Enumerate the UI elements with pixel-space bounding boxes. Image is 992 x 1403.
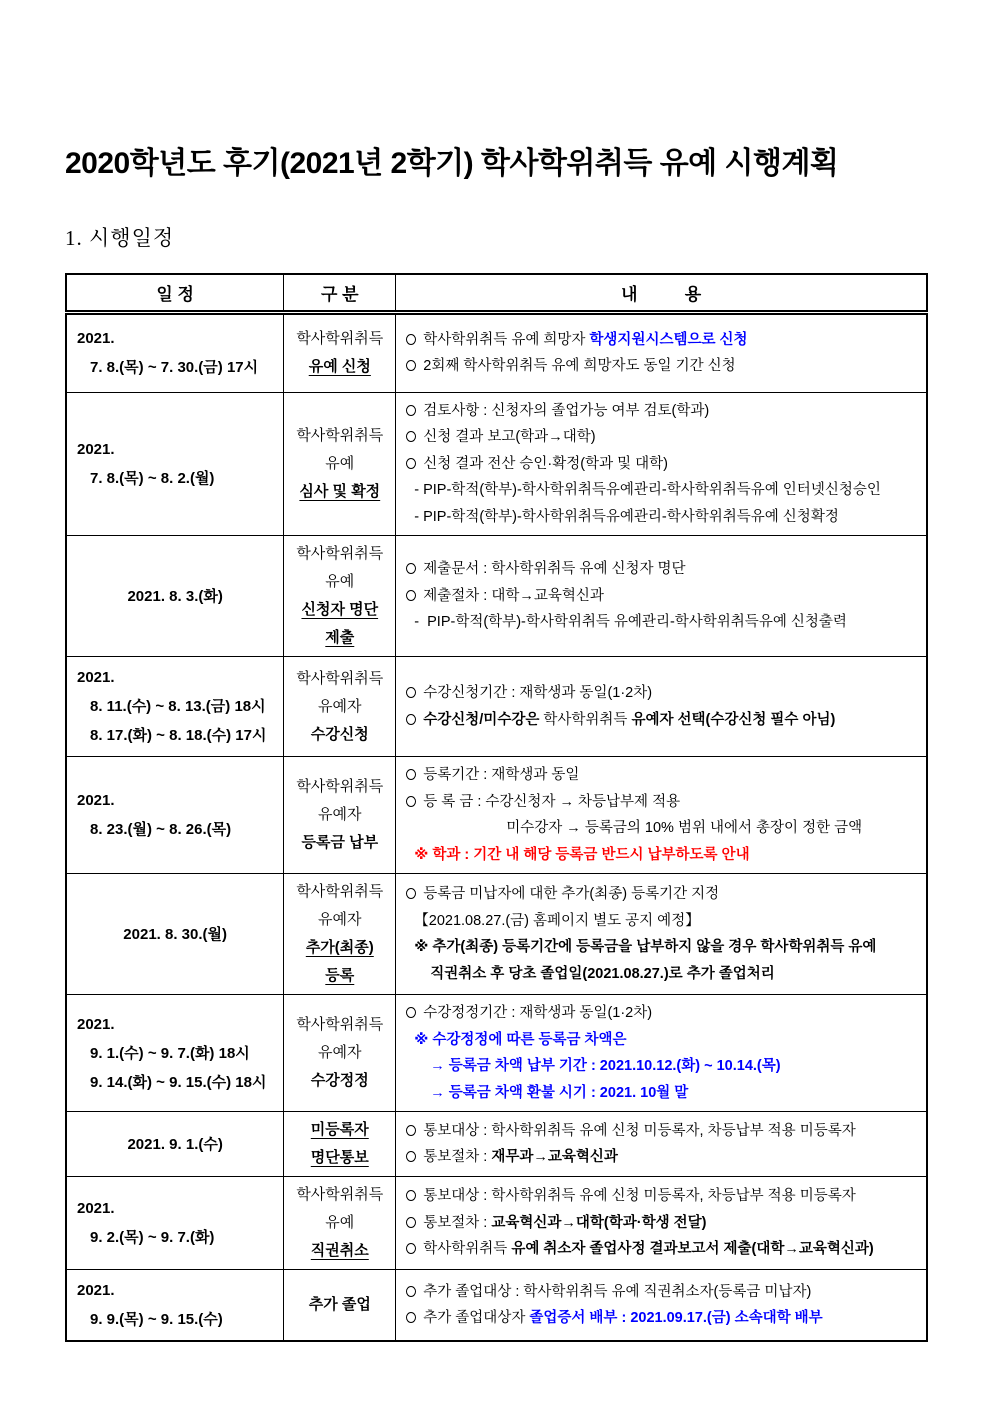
category-line: 유예자 xyxy=(318,697,362,715)
content-cell xyxy=(396,1177,927,1270)
table-row xyxy=(66,1177,927,1270)
text-segment: 【2021.08.27.(금) 홈페이지 별도 공지 예정】 xyxy=(414,912,700,929)
content-line xyxy=(406,1000,920,1027)
content-line xyxy=(406,398,920,425)
content-line xyxy=(406,789,920,816)
text-segment: 등록금 미납자에 대한 추가(최종) 등록기간 지정 xyxy=(423,886,720,902)
category-line: 추가(최종) xyxy=(305,939,374,956)
circle-bullet-icon xyxy=(406,714,416,725)
category-cell xyxy=(284,1270,396,1342)
text-segment: 재무과→교육혁신과 xyxy=(491,1149,618,1165)
text-segment: 추가 졸업대상 : 학사학위취득 유예 직권취소자(등록금 미납자) xyxy=(423,1283,812,1300)
document-title: 2020학년도 후기(2021년 2학기) 학사학위취득 유예 시행계획 xyxy=(65,147,839,180)
schedule-line: 2021. xyxy=(77,669,115,686)
text-segment: 통보대상 : 학사학위취득 유예 신청 미등록자, 차등납부 적용 미등록자 xyxy=(423,1188,856,1205)
circle-bullet-icon xyxy=(406,888,416,899)
text-segment: 등록기간 : 재학생과 동일 xyxy=(423,767,580,783)
text-segment: 학사학위취득 유예 희망자 xyxy=(423,331,590,348)
content-cell xyxy=(396,995,927,1112)
col-header-schedule-label: 일 정 xyxy=(156,284,194,304)
category-line: 등록금 납부 xyxy=(301,834,379,851)
text-segment: 유예자 선택(수강신청 필수 아님) xyxy=(631,711,836,728)
circle-bullet-icon xyxy=(406,1125,416,1136)
category-line: 수강정정 xyxy=(310,1072,369,1089)
category-line: 유예 xyxy=(325,454,355,472)
table-row xyxy=(66,1270,927,1342)
content-line xyxy=(406,1080,920,1107)
circle-bullet-icon xyxy=(406,360,416,371)
text-segment: 학사학위취득 xyxy=(423,1241,512,1258)
category-cell xyxy=(284,757,396,874)
text-segment: 미수강자 → 등록금의 10% 범위 내에서 총장이 정한 금액 xyxy=(506,820,863,836)
content-cell xyxy=(396,392,927,536)
schedule-line: 2021. 9. 1.(수) xyxy=(127,1135,223,1153)
text-segment: 제출문서 : 학사학위취득 유예 신청자 명단 xyxy=(423,561,686,578)
table-row xyxy=(66,1112,927,1177)
schedule-line: 2021. 8. 3.(화) xyxy=(127,587,223,605)
category-line: 유예자 xyxy=(318,806,362,823)
content-cell xyxy=(396,874,927,995)
category-cell xyxy=(284,392,396,536)
schedule-line: 2021. xyxy=(77,792,115,809)
schedule-line: 9. 14.(화) ~ 9. 15.(수) 18시 xyxy=(90,1073,267,1091)
circle-bullet-icon xyxy=(406,796,416,807)
text-segment: 신청 결과 보고(학과→대학) xyxy=(423,429,596,445)
category-cell xyxy=(284,312,396,392)
category-line: 학사학위취득 xyxy=(296,330,384,347)
col-header-content-label: 내 용 xyxy=(621,284,702,304)
content-line xyxy=(406,842,920,869)
text-segment: - PIP-학적(학부)-학사학위취득유예관리-학사학위취득유예 인터넷신청승인 xyxy=(414,482,881,498)
content-line xyxy=(406,762,920,789)
circle-bullet-icon xyxy=(406,590,416,601)
category-line: 유예자 xyxy=(318,1044,362,1061)
text-segment: 2회째 학사학위취득 유예 희망자도 동일 기간 신청 xyxy=(423,358,736,374)
category-cell xyxy=(284,995,396,1112)
schedule-line: 9. 1.(수) ~ 9. 7.(화) 18시 xyxy=(90,1044,250,1062)
col-header-category xyxy=(284,274,396,312)
schedule-cell xyxy=(66,312,284,392)
col-header-content xyxy=(396,274,927,312)
content-cell xyxy=(396,312,927,392)
table-row xyxy=(66,757,927,874)
category-line: 학사학위취득 xyxy=(296,883,384,900)
category-cell xyxy=(284,657,396,757)
category-cell xyxy=(284,1177,396,1270)
schedule-cell xyxy=(66,874,284,995)
schedule-cell xyxy=(66,657,284,757)
category-line: 신청자 명단 xyxy=(301,601,379,618)
content-cell xyxy=(396,757,927,874)
content-line xyxy=(406,477,920,504)
content-line xyxy=(406,815,920,842)
circle-bullet-icon xyxy=(406,1243,416,1254)
table-header-row xyxy=(66,274,927,312)
circle-bullet-icon xyxy=(406,334,416,345)
category-cell xyxy=(284,536,396,657)
text-segment: → 등록금 차액 환불 시기 : 2021. 10월 말 xyxy=(430,1084,689,1101)
schedule-line: 2021. xyxy=(77,1200,115,1217)
content-line xyxy=(406,583,920,610)
schedule-line: 2021. xyxy=(77,440,115,458)
schedule-line: 9. 2.(목) ~ 9. 7.(화) xyxy=(90,1229,215,1246)
category-cell xyxy=(284,1112,396,1177)
content-line xyxy=(406,353,920,380)
content-line xyxy=(406,1210,920,1237)
text-segment: 통보절차 : xyxy=(423,1214,492,1231)
schedule-cell xyxy=(66,1112,284,1177)
text-segment: 통보대상 : 학사학위취득 유예 신청 미등록자, 차등납부 적용 미등록자 xyxy=(423,1122,856,1139)
circle-bullet-icon xyxy=(406,1217,416,1228)
table-row xyxy=(66,657,927,757)
content-line xyxy=(406,961,920,988)
category-line: 학사학위취득 xyxy=(296,778,384,795)
table-row xyxy=(66,312,927,392)
text-segment: 유예 취소자 졸업사정 결과보고서 제출(대학→교육혁신과) xyxy=(511,1241,874,1258)
schedule-cell xyxy=(66,536,284,657)
category-line: 미등록자 xyxy=(310,1121,369,1138)
circle-bullet-icon xyxy=(406,1007,416,1018)
text-segment: 수강신청/미수강은 xyxy=(423,711,544,728)
content-cell xyxy=(396,1112,927,1177)
category-line: 학사학위취득 xyxy=(296,669,384,687)
category-line: 유예 신청 xyxy=(308,358,371,375)
circle-bullet-icon xyxy=(406,1190,416,1201)
table-body xyxy=(66,312,927,1341)
content-cell xyxy=(396,1270,927,1342)
schedule-cell xyxy=(66,995,284,1112)
content-line xyxy=(406,504,920,531)
text-segment: 학생지원시스템으로 신청 xyxy=(589,331,748,348)
circle-bullet-icon xyxy=(406,1286,416,1297)
text-segment: 통보절차 : xyxy=(423,1149,492,1165)
text-segment: - PIP-학적(학부)-학사학위취득유예관리-학사학위취득유예 신청확정 xyxy=(414,508,839,525)
content-line xyxy=(406,609,920,636)
circle-bullet-icon xyxy=(406,563,416,574)
content-line xyxy=(406,680,920,707)
schedule-line: 9. 9.(목) ~ 9. 15.(수) xyxy=(90,1311,223,1328)
category-line: 명단통보 xyxy=(310,1149,369,1166)
content-cell xyxy=(396,536,927,657)
schedule-line: 8. 17.(화) ~ 8. 18.(수) 17시 xyxy=(90,727,267,744)
category-cell xyxy=(284,874,396,995)
text-segment: 수강정정기간 : 재학생과 동일(1·2차) xyxy=(423,1005,653,1021)
content-line xyxy=(406,1053,920,1080)
section-heading: 1. 시행일정 xyxy=(65,226,175,250)
schedule-cell xyxy=(66,1177,284,1270)
content-line xyxy=(406,1279,920,1306)
circle-bullet-icon xyxy=(406,405,416,416)
text-segment: ※ 수강정정에 따른 등록금 차액은 xyxy=(414,1031,627,1048)
category-line: 심사 및 확정 xyxy=(299,482,381,500)
content-line xyxy=(406,451,920,478)
content-line xyxy=(406,707,920,734)
circle-bullet-icon xyxy=(406,687,416,698)
category-line: 추가 졸업 xyxy=(308,1296,371,1313)
category-line: 직권취소 xyxy=(310,1242,369,1259)
table-row xyxy=(66,392,927,536)
table-row xyxy=(66,874,927,995)
schedule-line: 2021. 8. 30.(월) xyxy=(123,925,228,943)
category-line: 유예 xyxy=(325,573,355,590)
category-line: 학사학위취득 xyxy=(296,1016,384,1033)
content-line xyxy=(406,1183,920,1210)
schedule-line: 2021. xyxy=(77,1282,115,1299)
category-line: 등록 xyxy=(325,967,355,984)
text-segment: 검토사항 : 신청자의 졸업가능 여부 검토(학과) xyxy=(423,402,710,419)
category-line: 유예 xyxy=(325,1214,355,1231)
category-line: 수강신청 xyxy=(310,725,369,743)
schedule-cell xyxy=(66,392,284,536)
circle-bullet-icon xyxy=(406,458,416,469)
content-line xyxy=(406,1236,920,1263)
category-line: 학사학위취득 xyxy=(296,426,384,444)
content-cell xyxy=(396,657,927,757)
text-segment: - PIP-학적(학부)-학사학위취득 유예관리-학사학위취득유예 신청출력 xyxy=(414,614,847,631)
content-line xyxy=(406,1305,920,1332)
col-header-category-label: 구 분 xyxy=(321,284,359,304)
circle-bullet-icon xyxy=(406,431,416,442)
content-line xyxy=(406,1144,920,1171)
category-line: 제출 xyxy=(325,629,355,646)
schedule-line: 8. 11.(수) ~ 8. 13.(금) 18시 xyxy=(90,698,266,715)
text-segment: ※ 추가(최종) 등록기간에 등록금을 납부하지 않을 경우 학사학위취득 유예 xyxy=(414,939,877,955)
circle-bullet-icon xyxy=(406,1312,416,1323)
category-line: 학사학위취득 xyxy=(296,1186,384,1203)
table-row xyxy=(66,995,927,1112)
category-line: 유예자 xyxy=(318,911,362,928)
text-segment: → 등록금 차액 납부 기간 : 2021.10.12.(화) ~ 10.14.(목) xyxy=(430,1058,781,1074)
text-segment: 직권취소 후 당초 졸업일(2021.08.27.)로 추가 졸업처리 xyxy=(430,965,775,982)
table-row xyxy=(66,536,927,657)
schedule-table xyxy=(65,273,928,1342)
circle-bullet-icon xyxy=(406,769,416,780)
content-line xyxy=(406,424,920,451)
text-segment: 학사학위취득 xyxy=(543,711,632,728)
content-line xyxy=(406,327,920,354)
content-line xyxy=(406,1027,920,1054)
schedule-cell xyxy=(66,757,284,874)
text-segment: 등 록 금 : 수강신청자 → 차등납부제 적용 xyxy=(423,793,681,810)
content-line xyxy=(406,556,920,583)
content-line xyxy=(406,881,920,908)
schedule-line: 2021. xyxy=(77,1015,115,1033)
text-segment: 제출절차 : 대학→교육혁신과 xyxy=(423,587,604,604)
text-segment: 추가 졸업대상자 xyxy=(423,1310,530,1326)
category-line: 학사학위취득 xyxy=(296,545,384,562)
text-segment: ※ 학과 : 기간 내 해당 등록금 반드시 납부하도록 안내 xyxy=(414,846,750,863)
col-header-schedule xyxy=(66,274,284,312)
schedule-line: 7. 8.(목) ~ 7. 30.(금) 17시 xyxy=(90,359,259,376)
text-segment: 교육혁신과→대학(학과·학생 전달) xyxy=(491,1214,707,1231)
circle-bullet-icon xyxy=(406,1151,416,1162)
text-segment: 졸업증서 배부 : 2021.09.17.(금) 소속대학 배부 xyxy=(529,1310,823,1326)
schedule-line: 7. 8.(목) ~ 8. 2.(월) xyxy=(90,469,215,487)
schedule-line: 8. 23.(월) ~ 8. 26.(목) xyxy=(90,821,232,838)
schedule-cell xyxy=(66,1270,284,1342)
content-line xyxy=(406,1118,920,1145)
text-segment: 신청 결과 전산 승인·확정(학과 및 대학) xyxy=(423,455,668,472)
text-segment: 수강신청기간 : 재학생과 동일(1·2차) xyxy=(423,685,653,701)
schedule-line: 2021. xyxy=(77,330,115,347)
content-line xyxy=(406,908,920,935)
content-line xyxy=(406,934,920,961)
